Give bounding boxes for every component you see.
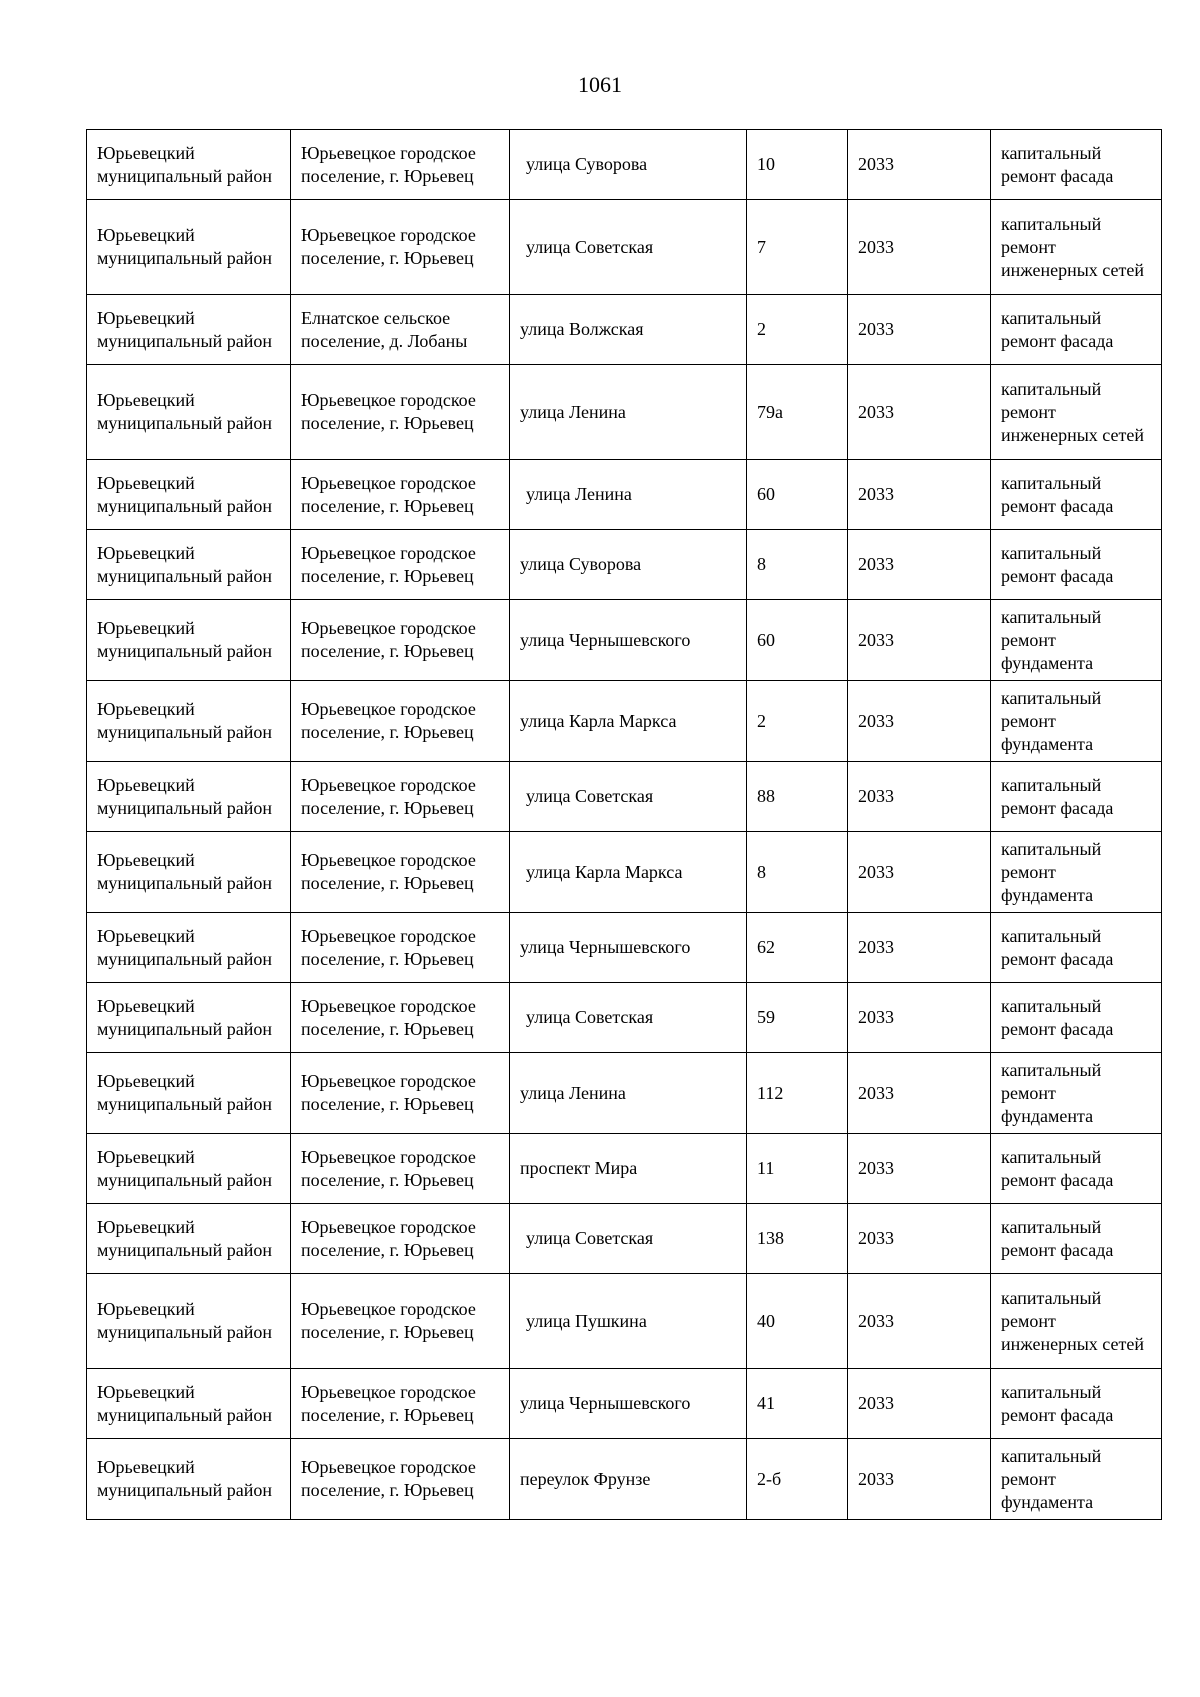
house-number-cell: 112 bbox=[747, 1053, 848, 1134]
street-cell: улица Чернышевского bbox=[510, 913, 747, 983]
district-cell: Юрьевецкий муниципальный район bbox=[87, 1204, 291, 1274]
house-number-cell: 41 bbox=[747, 1369, 848, 1439]
work-type-cell: капитальный ремонт фундамента bbox=[991, 1439, 1162, 1520]
district-cell: Юрьевецкий муниципальный район bbox=[87, 200, 291, 295]
repair-schedule-table bbox=[86, 129, 1162, 1520]
district-cell: Юрьевецкий муниципальный район bbox=[87, 1369, 291, 1439]
settlement-cell: Юрьевецкое городское поселение, г. Юрьевец bbox=[291, 1134, 510, 1204]
house-number-cell: 40 bbox=[747, 1274, 848, 1369]
settlement-cell: Юрьевецкое городское поселение, г. Юрьевец bbox=[291, 530, 510, 600]
district-cell: Юрьевецкий муниципальный район bbox=[87, 832, 291, 913]
settlement-cell: Юрьевецкое городское поселение, г. Юрьевец bbox=[291, 681, 510, 762]
street-cell: переулок Фрунзе bbox=[510, 1439, 747, 1520]
street-cell: улица Советская bbox=[510, 1204, 747, 1274]
settlement-cell: Юрьевецкое городское поселение, г. Юрьевец bbox=[291, 1274, 510, 1369]
district-cell: Юрьевецкий муниципальный район bbox=[87, 1134, 291, 1204]
district-cell: Юрьевецкий муниципальный район bbox=[87, 130, 291, 200]
year-cell: 2033 bbox=[848, 832, 991, 913]
house-number-cell: 62 bbox=[747, 913, 848, 983]
year-cell: 2033 bbox=[848, 530, 991, 600]
work-type-cell: капитальный ремонт фасада bbox=[991, 530, 1162, 600]
house-number-cell: 7 bbox=[747, 200, 848, 295]
work-type-cell: капитальный ремонт фундамента bbox=[991, 832, 1162, 913]
year-cell: 2033 bbox=[848, 681, 991, 762]
settlement-cell: Юрьевецкое городское поселение, г. Юрьевец bbox=[291, 1204, 510, 1274]
year-cell: 2033 bbox=[848, 1204, 991, 1274]
table-row bbox=[87, 1439, 1162, 1520]
district-cell: Юрьевецкий муниципальный район bbox=[87, 983, 291, 1053]
house-number-cell: 8 bbox=[747, 832, 848, 913]
work-type-cell: капитальный ремонт инженерных сетей bbox=[991, 1274, 1162, 1369]
district-cell: Юрьевецкий муниципальный район bbox=[87, 1439, 291, 1520]
settlement-cell: Юрьевецкое городское поселение, г. Юрьевец bbox=[291, 1053, 510, 1134]
street-cell: улица Суворова bbox=[510, 530, 747, 600]
house-number-cell: 88 bbox=[747, 762, 848, 832]
street-cell: улица Ленина bbox=[510, 1053, 747, 1134]
work-type-cell: капитальный ремонт фасада bbox=[991, 1369, 1162, 1439]
work-type-cell: капитальный ремонт фасада bbox=[991, 295, 1162, 365]
work-type-cell: капитальный ремонт фундамента bbox=[991, 681, 1162, 762]
street-cell: проспект Мира bbox=[510, 1134, 747, 1204]
table-row bbox=[87, 762, 1162, 832]
table-row bbox=[87, 530, 1162, 600]
house-number-cell: 11 bbox=[747, 1134, 848, 1204]
settlement-cell: Юрьевецкое городское поселение, г. Юрьевец bbox=[291, 365, 510, 460]
work-type-cell: капитальный ремонт фасада bbox=[991, 1134, 1162, 1204]
year-cell: 2033 bbox=[848, 762, 991, 832]
street-cell: улица Советская bbox=[510, 983, 747, 1053]
house-number-cell: 10 bbox=[747, 130, 848, 200]
work-type-cell: капитальный ремонт фасада bbox=[991, 460, 1162, 530]
street-cell: улица Советская bbox=[510, 200, 747, 295]
year-cell: 2033 bbox=[848, 1369, 991, 1439]
district-cell: Юрьевецкий муниципальный район bbox=[87, 365, 291, 460]
table-row bbox=[87, 1053, 1162, 1134]
table-row bbox=[87, 1134, 1162, 1204]
house-number-cell: 60 bbox=[747, 460, 848, 530]
table-row bbox=[87, 681, 1162, 762]
street-cell: улица Пушкина bbox=[510, 1274, 747, 1369]
work-type-cell: капитальный ремонт фасада bbox=[991, 983, 1162, 1053]
street-cell: улица Ленина bbox=[510, 460, 747, 530]
street-cell: улица Суворова bbox=[510, 130, 747, 200]
settlement-cell: Юрьевецкое городское поселение, г. Юрьевец bbox=[291, 1369, 510, 1439]
house-number-cell: 2-б bbox=[747, 1439, 848, 1520]
settlement-cell: Елнатское сельское поселение, д. Лобаны bbox=[291, 295, 510, 365]
year-cell: 2033 bbox=[848, 600, 991, 681]
table-row bbox=[87, 365, 1162, 460]
street-cell: улица Волжская bbox=[510, 295, 747, 365]
settlement-cell: Юрьевецкое городское поселение, г. Юрьевец bbox=[291, 460, 510, 530]
house-number-cell: 79а bbox=[747, 365, 848, 460]
street-cell: улица Чернышевского bbox=[510, 600, 747, 681]
settlement-cell: Юрьевецкое городское поселение, г. Юрьевец bbox=[291, 832, 510, 913]
work-type-cell: капитальный ремонт фасада bbox=[991, 762, 1162, 832]
year-cell: 2033 bbox=[848, 365, 991, 460]
year-cell: 2033 bbox=[848, 295, 991, 365]
district-cell: Юрьевецкий муниципальный район bbox=[87, 1274, 291, 1369]
table-row bbox=[87, 130, 1162, 200]
table-row bbox=[87, 1274, 1162, 1369]
work-type-cell: капитальный ремонт фасада bbox=[991, 913, 1162, 983]
year-cell: 2033 bbox=[848, 1134, 991, 1204]
district-cell: Юрьевецкий муниципальный район bbox=[87, 530, 291, 600]
table-row bbox=[87, 832, 1162, 913]
settlement-cell: Юрьевецкое городское поселение, г. Юрьевец bbox=[291, 913, 510, 983]
table-row bbox=[87, 460, 1162, 530]
district-cell: Юрьевецкий муниципальный район bbox=[87, 460, 291, 530]
settlement-cell: Юрьевецкое городское поселение, г. Юрьевец bbox=[291, 130, 510, 200]
table-row bbox=[87, 600, 1162, 681]
year-cell: 2033 bbox=[848, 1439, 991, 1520]
page-number: 1061 bbox=[578, 72, 622, 97]
house-number-cell: 2 bbox=[747, 681, 848, 762]
year-cell: 2033 bbox=[848, 1274, 991, 1369]
district-cell: Юрьевецкий муниципальный район bbox=[87, 681, 291, 762]
district-cell: Юрьевецкий муниципальный район bbox=[87, 600, 291, 681]
district-cell: Юрьевецкий муниципальный район bbox=[87, 762, 291, 832]
district-cell: Юрьевецкий муниципальный район bbox=[87, 913, 291, 983]
work-type-cell: капитальный ремонт инженерных сетей bbox=[991, 365, 1162, 460]
settlement-cell: Юрьевецкое городское поселение, г. Юрьевец bbox=[291, 1439, 510, 1520]
district-cell: Юрьевецкий муниципальный район bbox=[87, 1053, 291, 1134]
house-number-cell: 138 bbox=[747, 1204, 848, 1274]
settlement-cell: Юрьевецкое городское поселение, г. Юрьевец bbox=[291, 600, 510, 681]
street-cell: улица Карла Маркса bbox=[510, 681, 747, 762]
year-cell: 2033 bbox=[848, 983, 991, 1053]
work-type-cell: капитальный ремонт фундамента bbox=[991, 600, 1162, 681]
table-row bbox=[87, 1369, 1162, 1439]
year-cell: 2033 bbox=[848, 913, 991, 983]
work-type-cell: капитальный ремонт фасада bbox=[991, 130, 1162, 200]
house-number-cell: 60 bbox=[747, 600, 848, 681]
work-type-cell: капитальный ремонт фундамента bbox=[991, 1053, 1162, 1134]
house-number-cell: 8 bbox=[747, 530, 848, 600]
work-type-cell: капитальный ремонт инженерных сетей bbox=[991, 200, 1162, 295]
table-row bbox=[87, 295, 1162, 365]
year-cell: 2033 bbox=[848, 200, 991, 295]
district-cell: Юрьевецкий муниципальный район bbox=[87, 295, 291, 365]
house-number-cell: 59 bbox=[747, 983, 848, 1053]
settlement-cell: Юрьевецкое городское поселение, г. Юрьевец bbox=[291, 200, 510, 295]
table-row bbox=[87, 983, 1162, 1053]
street-cell: улица Советская bbox=[510, 762, 747, 832]
year-cell: 2033 bbox=[848, 1053, 991, 1134]
house-number-cell: 2 bbox=[747, 295, 848, 365]
year-cell: 2033 bbox=[848, 130, 991, 200]
street-cell: улица Чернышевского bbox=[510, 1369, 747, 1439]
street-cell: улица Карла Маркса bbox=[510, 832, 747, 913]
work-type-cell: капитальный ремонт фасада bbox=[991, 1204, 1162, 1274]
settlement-cell: Юрьевецкое городское поселение, г. Юрьевец bbox=[291, 762, 510, 832]
table-row bbox=[87, 200, 1162, 295]
street-cell: улица Ленина bbox=[510, 365, 747, 460]
table-row bbox=[87, 913, 1162, 983]
settlement-cell: Юрьевецкое городское поселение, г. Юрьевец bbox=[291, 983, 510, 1053]
year-cell: 2033 bbox=[848, 460, 991, 530]
table-row bbox=[87, 1204, 1162, 1274]
